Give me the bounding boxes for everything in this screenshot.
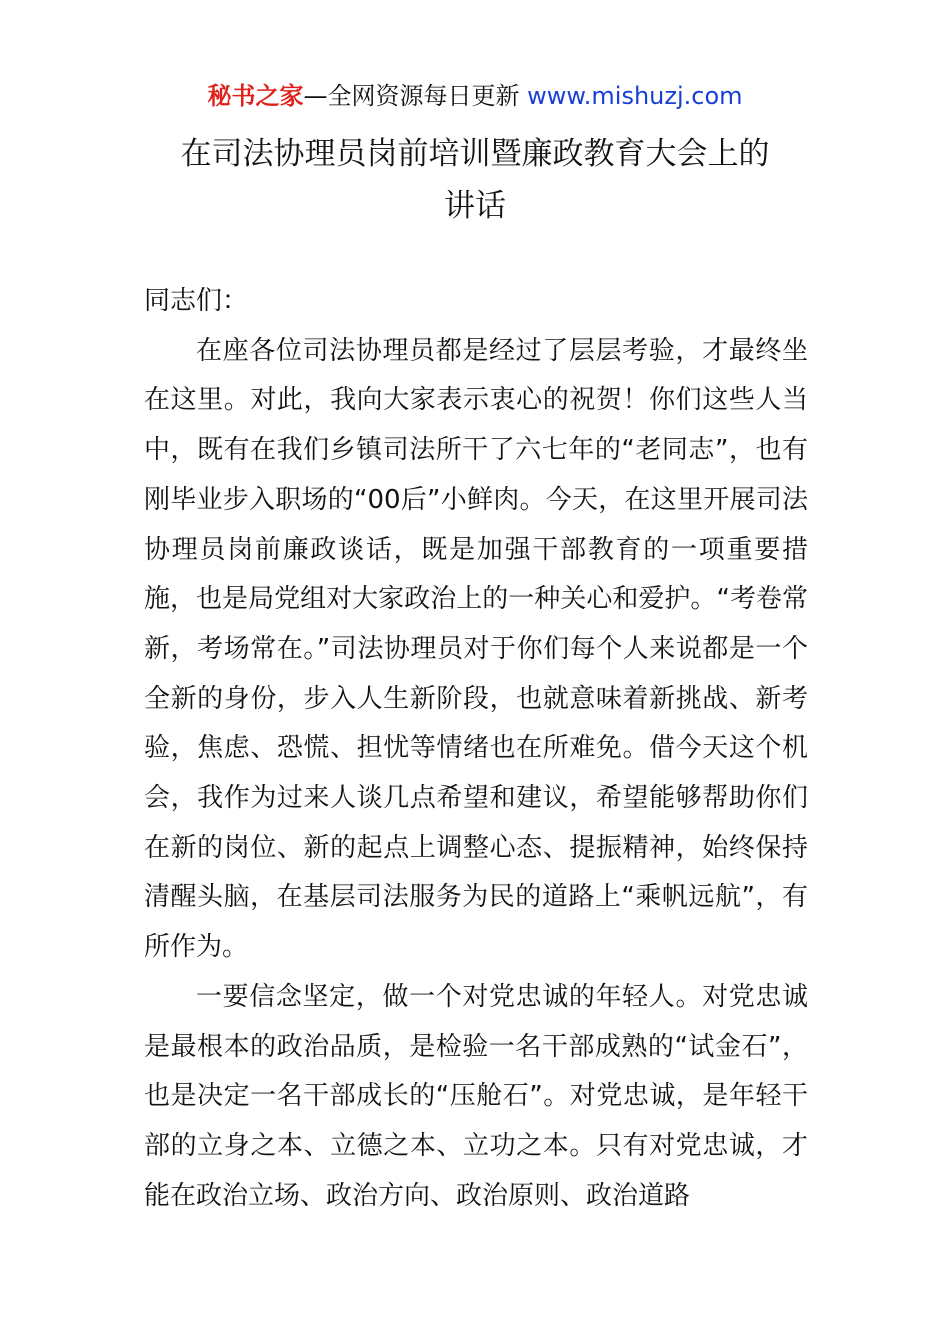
paragraph-2: 一要信念坚定，做一个对党忠诚的年轻人。对党忠诚是最根本的政治品质，是检验一名干部成熟的“试金石”，也是决定一名干部成长的“压舱石”。对党忠诚，是年轻干部的立身之本、立德之本、立功之本。只有对党忠诚，才能在政治立场、政治方向、政治原则、政治道路 (144, 981, 808, 1211)
brand-name: 秘书之家 (207, 82, 304, 110)
title-line-1: 在司法协理员岗前培训暨廉政教育大会上的 (180, 136, 770, 172)
document-body (144, 277, 808, 1221)
title-line-2: 讲话 (444, 188, 506, 224)
site-url: www.mishuzj.com (527, 82, 743, 110)
paragraph-1: 在座各位司法协理员都是经过了层层考验，才最终坐在这里。对此，我向大家表示衷心的祝贺！你们这些人当中，既有在我们乡镇司法所干了六七年的“老同志”，也有刚毕业步入职场的“00后”小鲜肉。今天，在这里开展司法协理员岗前廉政谈话，既是加强干部教育的一项重要措施，也是局党组对大家政治上的一种关心和爱护。“考卷常新，考场常在。”司法协理员对于你们每个人来说都是一个全新的身份，步入人生新阶段，也就意味着新挑战、新考验，焦虑、恐慌、担忧等情绪也在所难免。借今天这个机会，我作为过来人谈几点希望和建议，希望能够帮助你们在新的岗位、新的起点上调整心态、提振精神，始终保持清醒头脑，在基层司法服务为民的道路上“乘帆远航”，有所作为。 (144, 335, 808, 963)
salutation: 同志们： (144, 286, 249, 316)
document-title (0, 128, 950, 232)
source-header (0, 80, 950, 112)
header-tagline: —全网资源每日更新 (303, 82, 520, 110)
